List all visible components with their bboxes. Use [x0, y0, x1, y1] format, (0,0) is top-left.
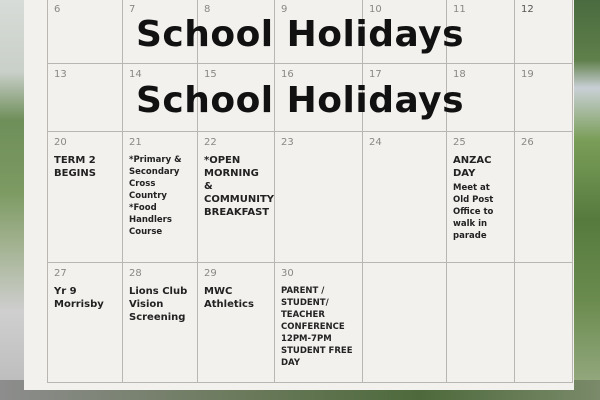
day-number: 28: [129, 268, 142, 279]
day-number: 27: [54, 268, 67, 279]
event-text: Meet at Old Post Office to walk in parade: [453, 183, 494, 241]
day-number: 11: [453, 4, 466, 15]
day-cell[interactable]: [275, 263, 363, 383]
day-cell: [515, 263, 573, 383]
day-number: 13: [54, 69, 67, 80]
day-number: 24: [369, 137, 382, 148]
day-cell[interactable]: [48, 132, 123, 263]
day-cell[interactable]: [363, 132, 447, 263]
day-cell[interactable]: [198, 132, 275, 263]
event-text: *OPEN MORNING & COMMUNITY BREAKFAST: [204, 155, 275, 218]
day-number: 23: [281, 137, 294, 148]
day-number: 26: [521, 137, 534, 148]
holiday-banner: School Holidays: [135, 14, 465, 55]
day-cell[interactable]: [123, 132, 198, 263]
day-number: 18: [453, 69, 466, 80]
event-text: TERM 2 BEGINS: [54, 155, 96, 179]
event-text: MWC Athletics: [204, 286, 254, 310]
day-cell[interactable]: [123, 263, 198, 383]
day-number: 6: [54, 4, 61, 15]
day-number: 20: [54, 137, 67, 148]
day-number: 30: [281, 268, 294, 279]
day-number: 7: [129, 4, 136, 15]
day-number: 15: [204, 69, 217, 80]
day-number: 19: [521, 69, 534, 80]
day-cell[interactable]: [447, 132, 515, 263]
day-number: 9: [281, 4, 288, 15]
calendar-panel: [24, 0, 574, 390]
day-cell[interactable]: [515, 132, 573, 263]
background-right-strip: [570, 0, 600, 400]
day-number: 29: [204, 268, 217, 279]
day-cell: [447, 263, 515, 383]
day-number: 8: [204, 4, 211, 15]
day-number: 12: [521, 4, 534, 15]
day-cell[interactable]: [198, 263, 275, 383]
day-number: 10: [369, 4, 382, 15]
calendar-grid: [47, 0, 573, 383]
day-number: 25: [453, 137, 466, 148]
day-number: 14: [129, 69, 142, 80]
event-text: Yr 9 Morrisby: [54, 286, 104, 310]
event-text: Lions Club Vision Screening: [129, 286, 188, 323]
background-left-strip: [0, 0, 26, 400]
day-cell[interactable]: [275, 132, 363, 263]
holiday-banner: School Holidays: [135, 80, 465, 121]
day-number: 16: [281, 69, 294, 80]
event-text: PARENT / STUDENT/ TEACHER CONFERENCE 12PM-7PM STUDENT FREE DAY: [281, 286, 353, 368]
day-cell: [363, 263, 447, 383]
day-number: 17: [369, 69, 382, 80]
day-number: 21: [129, 137, 142, 148]
event-text: *Primary & Secondary Cross Country *Food Handlers Course: [129, 155, 182, 237]
day-cell[interactable]: [48, 263, 123, 383]
event-title: ANZAC DAY: [453, 155, 492, 179]
day-number: 22: [204, 137, 217, 148]
